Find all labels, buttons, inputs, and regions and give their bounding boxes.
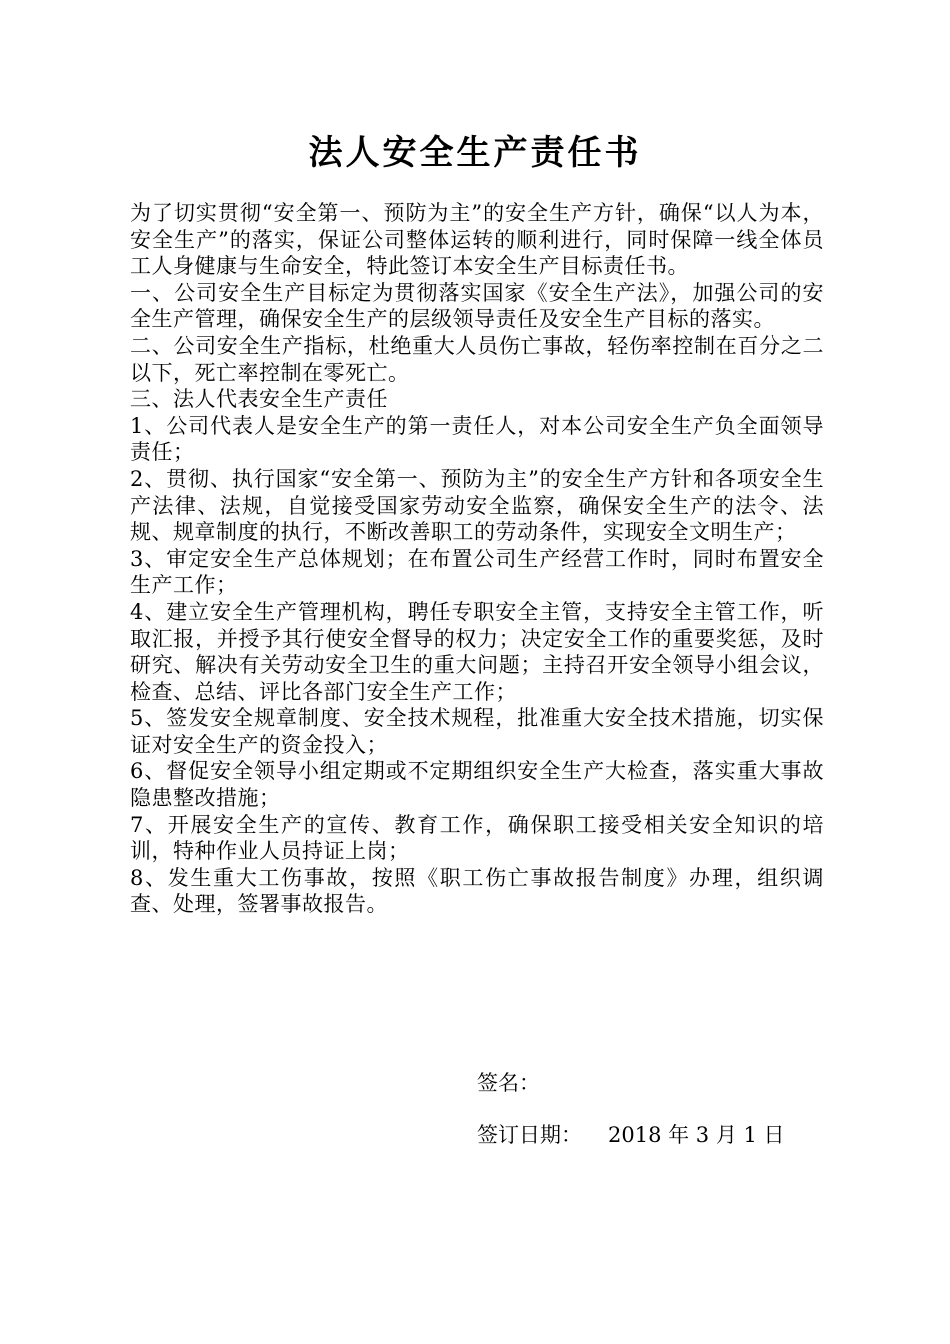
document-body [130, 200, 824, 918]
paragraph-target: 一、公司安全生产目标定为贯彻落实国家《安全生产法》，加强公司的安全生产管理，确保安全生产的层级领导责任及安全生产目标的落实。 [130, 280, 824, 332]
document-title: 法人安全生产责任书 [308, 133, 642, 173]
signature-name-label: 签名： [477, 1071, 540, 1095]
signature-date-label: 签订日期： [477, 1123, 582, 1147]
paragraph-indicator: 二、公司安全生产指标，杜绝重大人员伤亡事故，轻伤率控制在百分之二以下，死亡率控制在零死亡。 [130, 333, 824, 385]
paragraph-item-8: 8、发生重大工伤事故，按照《职工伤亡事故报告制度》办理，组织调查、处理，签署事故报告。 [130, 865, 824, 917]
paragraph-item-3: 3、审定安全生产总体规划；在布置公司生产经营工作时，同时布置安全生产工作； [130, 546, 824, 598]
paragraph-item-5: 5、签发安全规章制度、安全技术规程，批准重大安全技术措施，切实保证对安全生产的资金投入； [130, 706, 824, 757]
paragraph-item-2: 2、贯彻、执行国家“安全第一、预防为主”的安全生产方针和各项安全生产法律、法规，自觉接受国家劳动安全监察，确保安全生产的法令、法规、规章制度的执行，不断改善职工的劳动条件，实现安全文明生产； [130, 466, 824, 545]
paragraph-section-heading: 三、法人代表安全生产责任 [130, 387, 388, 412]
paragraph-item-7: 7、开展安全生产的宣传、教育工作，确保职工接受相关安全知识的培训，特种作业人员持证上岗； [130, 812, 824, 864]
paragraph-intro: 为了切实贯彻“安全第一、预防为主”的安全生产方针，确保“以人为本，安全生产”的落实，保证公司整体运转的顺利进行，同时保障一线全体员工人身健康与生命安全，特此签订本安全生产目标责任书。 [130, 201, 824, 279]
paragraph-item-6: 6、督促安全领导小组定期或不定期组织安全生产大检查，落实重大事故隐患整改措施； [130, 759, 824, 811]
signature-date-line [477, 1120, 785, 1150]
signature-name-line [477, 1068, 540, 1098]
signature-date-value: 2018 年 3 月 1 日 [608, 1123, 785, 1147]
paragraph-item-4: 4、建立安全生产管理机构，聘任专职安全主管，支持安全主管工作，听取汇报，并授予其行使安全督导的权力；决定安全工作的重要奖惩，及时研究、解决有关劳动安全卫生的重大问题；主持召开安全领导小组会议，检查、总结、评比各部门安全生产工作； [130, 599, 824, 704]
paragraph-item-1: 1、公司代表人是安全生产的第一责任人，对本公司安全生产负全面领导责任； [130, 413, 824, 465]
